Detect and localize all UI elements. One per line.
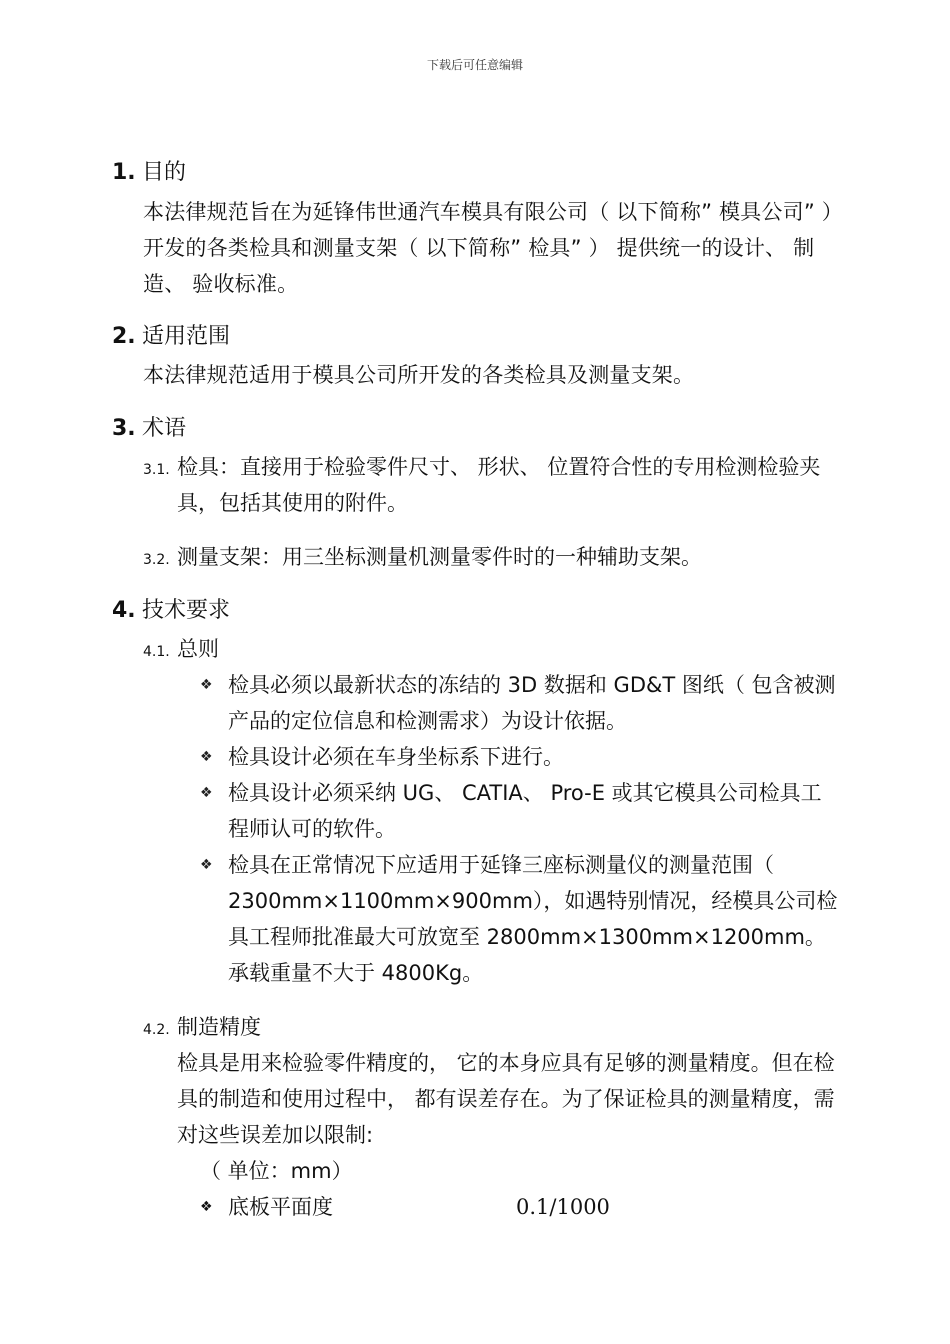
section-number: 1. [112, 160, 136, 185]
page-header: 下载后可任意编辑 [426, 58, 523, 72]
unit-note: （ 单位：mm） [200, 1159, 353, 1183]
subsection-number: 4.2. [143, 1022, 170, 1038]
term-text-3-1: 检具：直接用于检验零件尺寸、 形状、 位置符合性的专用检测检验夹具，包括其使用的附件。 [177, 455, 821, 515]
section-number: 3. [112, 416, 136, 441]
section-heading-1 [112, 158, 186, 188]
section-number: 4. [112, 598, 136, 623]
bullet-icon: ❖ [200, 857, 213, 873]
bullet-icon: ❖ [200, 677, 213, 693]
subsection-heading-4-2 [143, 1009, 261, 1048]
bullet-icon: ❖ [200, 749, 213, 765]
section-title: 目的 [142, 160, 187, 185]
subsection-title: 制造精度 [177, 1015, 261, 1039]
term-text-3-2: 测量支架：用三坐标测量机测量零件时的一种辅助支架。 [177, 545, 702, 569]
section-number: 2. [112, 324, 136, 349]
term-number-3-2: 3.2. [143, 552, 170, 568]
section-title: 适用范围 [142, 324, 231, 349]
section-title: 术语 [142, 416, 187, 441]
list-item: ❖ 检具在正常情况下应适用于延锋三座标测量仪的测量范围（ 2300mm×1100mm×900mm），如遇特别情况，经模具公司检具工程师批准最大可放宽至 2800mm×1300mm×1200mm。承载重量不大于 4800Kg。 [200, 847, 842, 991]
subsection-body-4-2: 检具是用来检验零件精度的， 它的本身应具有足够的测量精度。但在检具的制造和使用过程中， 都有误差存在。为了保证检具的测量精度，需对这些误差加以限制: [177, 1051, 835, 1147]
section-heading-3 [112, 414, 186, 444]
list-item: ❖ 检具设计必须在车身坐标系下进行。 [200, 739, 842, 775]
subsection-title: 总则 [177, 637, 219, 661]
bullet-icon: ❖ [200, 785, 213, 801]
term-number-3-1: 3.1. [143, 462, 170, 478]
section-heading-2 [112, 322, 230, 352]
tolerance-name: 底板平面度 [228, 1195, 333, 1219]
subsection-heading-4-1 [143, 631, 219, 670]
section-title: 技术要求 [142, 598, 231, 623]
list-item: ❖ 检具必须以最新状态的冻结的 3D 数据和 GD&T 图纸（ 包含被测产品的定位信息和检测需求）为设计依据。 [200, 667, 842, 739]
list-item: ❖ 检具设计必须采纳 UG、 CATIA、 Pro-E 或其它模具公司检具工程师认可的软件。 [200, 775, 842, 847]
section-body-1: 本法律规范旨在为延锋伟世通汽车模具有限公司（ 以下简称” 模具公司” ） 开发的各类检具和测量支架（ 以下简称” 检具” ） 提供统一的设计、 制造、 验收标准。 [143, 200, 843, 296]
bullet-icon: ❖ [200, 1199, 213, 1215]
tolerance-value: 0.1/1000 [516, 1195, 610, 1219]
section-heading-4 [112, 596, 230, 626]
section-body-2: 本法律规范适用于模具公司所开发的各类检具及测量支架。 [143, 363, 695, 387]
subsection-number: 4.1. [143, 644, 170, 660]
